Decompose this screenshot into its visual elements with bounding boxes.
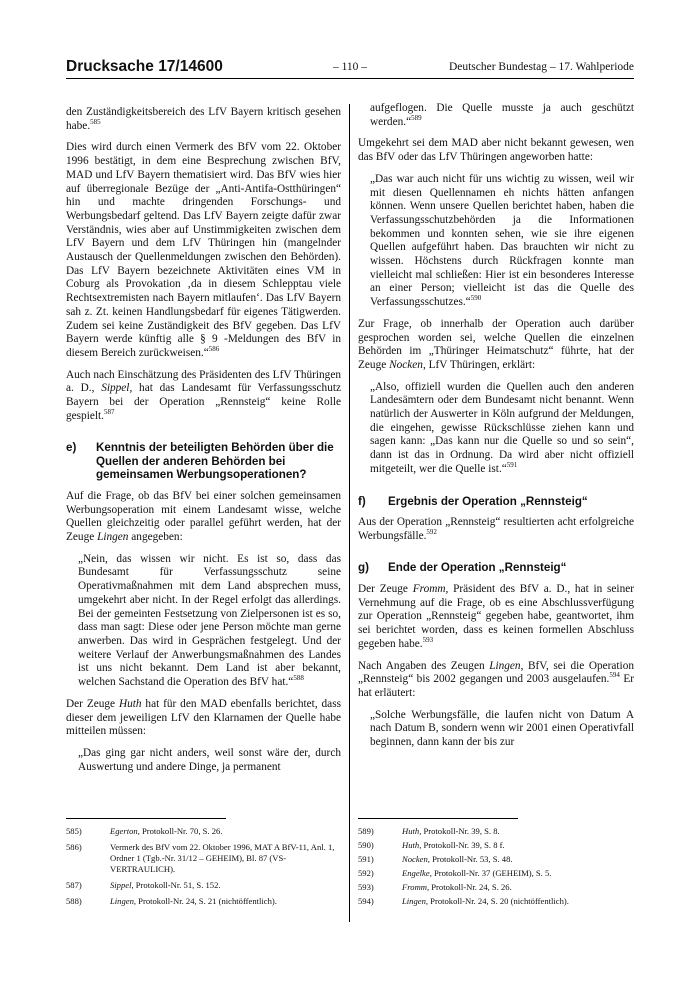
footnote-ref[interactable]: 591 [506,461,518,470]
footnote-ref[interactable]: 594 [609,671,620,680]
footnote-ref[interactable]: 585 [90,117,101,126]
footnote: 587) Sippel, Protokoll-Nr. 51, S. 152. [66,880,221,890]
paragraph: Der Zeuge Huth hat für den MAD ebenfalls berichtet, dass dieser dem jeweiligen LfV den Klarnamen der Quelle habe mitteilen müssen: [66,697,341,738]
paragraph: Der Zeuge Fromm, Präsident des BfV a. D., hat in seiner Vernehmung auf die Frage, ob es eine Abschlussverfügung zur Operation „Rennsteig“ gegeben habe, geantwortet, ihm sei berichtet worden, dass es keinen formellen Abschluss gegeben habe.$^{593}$ [358,582,634,650]
footnote: 594) Lingen, Protokoll-Nr. 24, S. 20 (nichtöffentlich). [358,896,569,906]
footnote: 585) Egerton, Protokoll-Nr. 70, S. 26. [66,826,223,836]
footnote-ref[interactable]: 589 [411,113,422,122]
paragraph: Umgekehrt sei dem MAD aber nicht bekannt gewesen, wen das BfV oder das LfV Thüringen angeworben hatte: [358,137,634,164]
paragraph: Aus der Operation „Rennsteig“ resultierten acht erfolgreiche Werbungsfälle.$^{592}$ [358,516,634,542]
page-number: – 110 – [332,61,368,73]
section-heading-e: e) Kenntnis der beteiligten Behörden über die Quellen der anderen Behörden bei gemeinsamen Werbungsoperationen? [66,441,334,482]
footnote-divider [66,818,226,819]
footnote: 591) Nocken, Protokoll-Nr. 53, S. 48. [358,854,513,864]
paragraph: Nach Angaben des Zeugen Lingen, BfV, sei die Operation „Rennsteig“ bis 2002 gegangen und 2003 ausgelaufen.$^{594}$ Er hat erläutert: [358,659,634,699]
quote-block: „Das war auch nicht für uns wichtig zu wissen, weil wir mit diesen Quellennamen eh nichts hätten anfangen können. Wenn unsere Quellen berichtet haben, haben die Verfassungsschutzbehörden ja die Informationen bekommen und konnten sehen, wie sie ihre eigenen Quellen aufgeführt haben. Das brauchten wir nicht zu wissen. Höchstens durch Rückfragen konnte man vielleicht mal schließen: Hier ist ein besonderes Interesse an einer Person; vielleicht ist das die Quelle des Verfassungsschutzes.“$^{590}$ [370,172,634,309]
footnote-ref[interactable]: 593 [422,636,434,645]
page-header [66,58,634,78]
paragraph: Auch nach Einschätzung des Präsidenten des LfV Thüringen a. D., Sippel, hat das Landesamt für Verfassungsschutz Bayern bei der Operation „Rennsteig“ keine Rolle gespielt.$^{587}$ [66,368,341,422]
column-divider [349,104,350,922]
footnotes-right [358,826,634,910]
footnotes-left [66,826,341,912]
document-number: Drucksache 17/14600 [66,58,223,75]
footnote: 593) Fromm, Protokoll-Nr. 24, S. 26. [358,882,512,892]
paragraph: Zur Frage, ob innerhalb der Operation auch darüber gesprochen worden sei, welche Quellen die einzelnen Behörden im „Thüringer Heimatschutz“ führte, hat der Zeuge Nocken, LfV Thüringen, erklärt: [358,317,634,371]
footnote-divider [358,818,518,819]
publisher-label: Deutscher Bundestag – 17. Wahlperiode [448,61,634,73]
footnote: 592) Engelke, Protokoll-Nr. 37 (GEHEIM), S. 5. [358,868,552,878]
footnote: 588) Lingen, Protokoll-Nr. 24, S. 21 (nichtöffentlich). [66,896,277,906]
left-column [66,106,341,782]
quote-block: aufgeflogen. Die Quelle musste ja auch geschützt werden.“$^{589}$ [370,102,634,128]
footnote: 590) Huth, Protokoll-Nr. 39, S. 8 f. [358,840,505,850]
footnote: 589) Huth, Protokoll-Nr. 39, S. 8. [358,826,500,836]
quote-block: „Das ging gar nicht anders, weil sonst wäre der, durch Auswertung und andere Dinge, ja permanent [78,746,341,773]
paragraph: Dies wird durch einen Vermerk des BfV vom 22. Oktober 1996 bestätigt, in dem eine Besprechung zwischen BfV, MAD und LfV Bayern thematisiert wird. Das BfV wies hier auf überregionale Bezüge der „Anti-Antifa-Ostthüringen“ hin und machte dringenden Forschungs- und Werbungsbedarf geltend. Das LfV Bayern zeigte dafür zwar Verständnis, wies aber auf Unstimmigkeiten zwischen dem LfV Bayern und dem LfV Thüringen hin (mangelnder Austausch der Quellenmeldungen zwischen den Behörden). Das LfV Bayern bezeichnete Aktivitäten eines VM in Coburg als Provokation ‚da in diesem Schlepptau viele Rechtsextremisten nach Bayern mitlaufen‘. Das LfV Bayern sah z. Zt. keinen Handlungsbedarf für eigenes Tätigwerden. Zudem sei keine Zuständigkeit des BfV gegeben. Das LfV Bayern werde künftig alle § 9 -Meldungen des BfV in diesem Bereich zurückweisen.“$^{586}$ [66,141,341,359]
section-heading-f: f) Ergebnis der Operation „Rennsteig“ [358,494,588,508]
footnote-ref[interactable]: 592 [426,528,437,537]
quote-block: „Nein, das wissen wir nicht. Es ist so, dass das Bundesamt für Verfassungsschutz seine Operativmaßnahmen mit dem Land absprechen muss, umgekehrt aber nicht. In der Regel erfolgt das allerdings. Bei der gemeinten Festsetzung von Zielpersonen ist es so, dass man sagt: Diese oder jene Person möchte man gerne anwerben. Das wird in Gesprächen festgelegt. Und der weitere Verlauf der Anwerbungsmaßnahmen des Landes ist uns nicht bekannt. Dem Land ist aber bekannt, welchen Sachstand die Operation des BfV hat.“$^{588}$ [78,552,341,689]
paragraph: Auf die Frage, ob das BfV bei einer solchen gemeinsamen Werbungsoperation mit einem Landesamt wisse, welche Quellen gleichzeitig oder parallel geführt werden, hat der Zeuge Lingen angegeben: [66,489,341,544]
footnote-ref[interactable]: 590 [470,294,482,303]
footnote-ref[interactable]: 588 [293,674,304,683]
right-column [358,102,634,758]
footnote: 586) Vermerk des BfV vom 22. Oktober 1996, MAT A BfV-11, Anl. 1, Ordner 1 (Tgb.-Nr. 31/12 – GEHEIM), Bl. 87 (VS-VERTRAULICH). [66,842,335,874]
quote-block: „Solche Werbungsfälle, die laufen nicht von Datum A nach Datum B, sondern wenn wir 2001 einen Operativfall beginnen, dann kann der bis zur [370,708,634,749]
header-divider [66,78,634,79]
footnote-ref[interactable]: 586 [208,345,220,354]
quote-block: „Also, offiziell wurden die Quellen auch den anderen Landesämtern oder dem Bundesamt nicht benannt. Wenn natürlich der Auswerter in Köln aufgrund der Meldungen, die eingehen, gewisse Rückschlüsse ziehen kann und sagen kann: „Das kann nur die Quelle so und so sein“, dann ist das in Ordnung. Da wird aber nicht offiziell mitgeteilt, wer die Quelle ist.“$^{591}$ [370,380,634,475]
footnote-ref[interactable]: 587 [103,408,115,416]
paragraph: den Zuständigkeitsbereich des LfV Bayern kritisch gesehen habe.$^{585}$ [66,106,341,132]
section-heading-g: g) Ende der Operation „Rennsteig“ [358,561,567,575]
